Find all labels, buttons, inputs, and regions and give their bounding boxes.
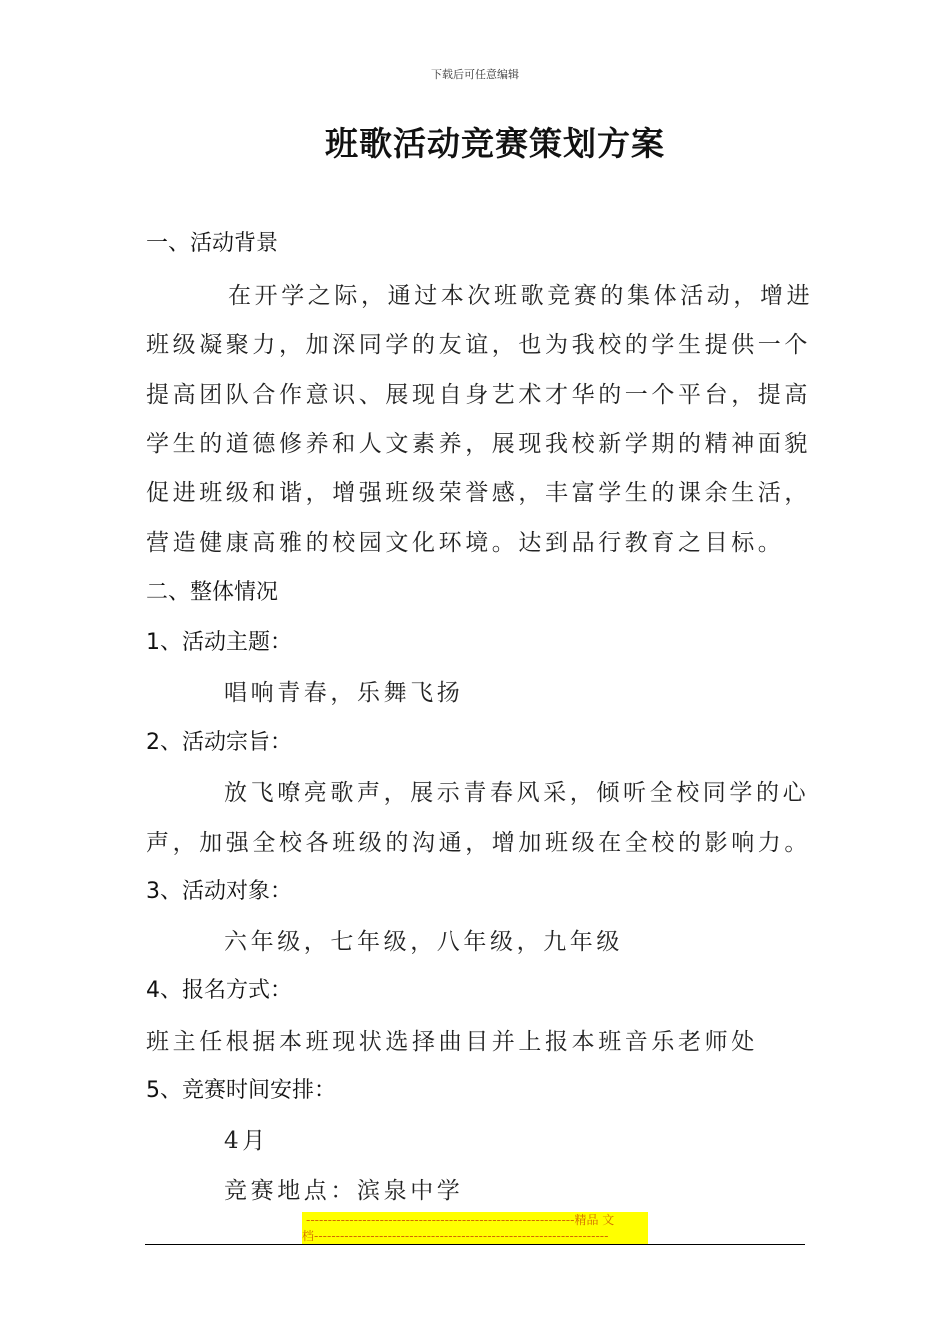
paragraph-line: 营造健康高雅的校园文化环境。达到品行教育之目标。 — [146, 530, 785, 556]
paragraph-line: 提高团队合作意识、展现自身艺术才华的一个平台，提高 — [146, 382, 811, 408]
footer-line: 档-------------------------------------------------------------------- — [302, 1228, 648, 1244]
section-heading-background: 一、活动背景 — [146, 231, 279, 256]
footer-line: --------------------------------------------------------------精品 文 — [302, 1212, 648, 1228]
item-text-schedule-venue: 竞赛地点：滨泉中学 — [224, 1178, 464, 1204]
item-label-schedule: 5、竞赛时间安排： — [146, 1078, 336, 1103]
item-text-participants: 六年级，七年级，八年级，九年级 — [224, 929, 623, 955]
item-label-participants: 3、活动对象： — [146, 879, 292, 904]
item-text-theme: 唱响青春，乐舞飞扬 — [224, 680, 464, 706]
section-heading-overview: 二、整体情况 — [146, 580, 279, 605]
item-text-purpose: 放飞嘹亮歌声，展示青春风采，倾听全校同学的心 — [224, 780, 810, 806]
paragraph-line: 学生的道德修养和人文素养，展现我校新学期的精神面貌 — [146, 431, 811, 457]
footer-divider — [145, 1244, 805, 1245]
footer-watermark — [302, 1212, 648, 1244]
item-text-registration: 班主任根据本班现状选择曲目并上报本班音乐老师处 — [146, 1029, 758, 1055]
item-label-purpose: 2、活动宗旨： — [146, 730, 292, 755]
paragraph-line: 促进班级和谐，增强班级荣誉感，丰富学生的课余生活， — [146, 480, 811, 506]
item-label-registration: 4、报名方式： — [146, 978, 292, 1003]
header-note: 下载后可任意编辑 — [431, 68, 519, 81]
document-title: 班歌活动竞赛策划方案 — [325, 124, 665, 163]
item-label-theme: 1、活动主题： — [146, 630, 292, 655]
item-text-schedule-date: 4月 — [224, 1128, 269, 1154]
paragraph-line: 班级凝聚力，加深同学的友谊，也为我校的学生提供一个 — [146, 332, 811, 358]
paragraph-line: 在开学之际，通过本次班歌竞赛的集体活动，增进 — [228, 283, 814, 309]
item-text-purpose: 声，加强全校各班级的沟通，增加班级在全校的影响力。 — [146, 830, 811, 856]
